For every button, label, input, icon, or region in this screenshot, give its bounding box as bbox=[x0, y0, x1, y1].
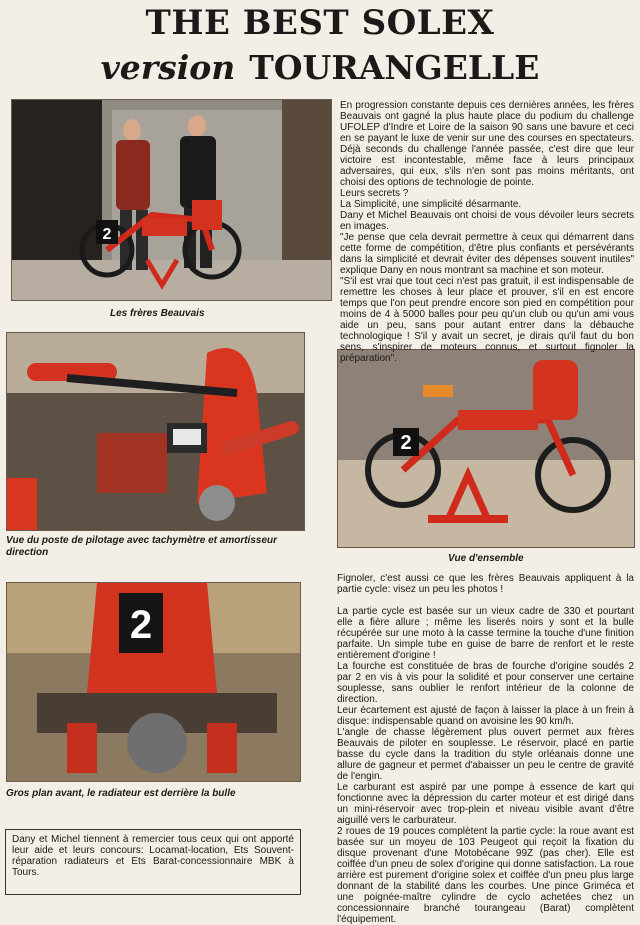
article-paragraph: Dany et Michel Beauvais ont choisi de vous dévoiler leurs secrets en images. bbox=[340, 210, 634, 232]
photo-overview bbox=[337, 349, 635, 548]
article-paragraph: Leur écartement est ajusté de façon à laisser la place à un frein à disque: indispensable quand on avoisine les 90 km/h. bbox=[337, 705, 634, 727]
article-paragraph: L'angle de chasse légèrement plus ouvert permet aux frères Beauvais de piloter en souplesse. Le réservoir, placé en partie basse du cycle dans la tradition du style orléanais donne une allure de gagneur et permet d'abaisser un peu le centre de gravité de l'engin. bbox=[337, 727, 634, 782]
caption-overview: Vue d'ensemble bbox=[448, 553, 524, 564]
headline-bold: TOURANGELLE bbox=[249, 48, 540, 87]
article-paragraph: "Je pense que cela devrait permettre à ceux qui démarrent dans cette forme de compétition, d'être plus confiants et persévérants dans la simplicité et devrait éviter des dépenses souvent inutiles" explique Dany en nous montrant sa machine et son moteur. bbox=[340, 232, 634, 276]
article-paragraph: La Simplicité, une simplicité désarmante. bbox=[340, 199, 522, 210]
photo-front-closeup bbox=[6, 582, 301, 782]
caption-brothers: Les frères Beauvais bbox=[110, 308, 205, 319]
article-intro bbox=[340, 100, 634, 364]
article-paragraph: En progression constante depuis ces dernières années, les frères Beauvais ont gagné la plus haute place du podium du challenge UFOLEP d'Indre et Loire de la saison 90 sans une bavure et ceci en se payant le luxe de venir sur une des courses en spectateurs. Déjà seconds du challenge l'année passée, c'est dire que leur victoire est incontestable, même face à leurs principaux adversaires, qui eux, s'ils n'en sont pas moins méritants, ont choisi des options de technologie de pointe. bbox=[340, 100, 634, 188]
plate-number-4: 2 bbox=[129, 603, 153, 647]
article-details bbox=[337, 573, 634, 925]
article-paragraph: Le carburant est aspiré par une pompe à essence de kart qui fonctionne avec la dépression du carter moteur et est dirigé dans un mini-réservoir avec trop-plein et niveau visible avant d'être aiguillé vers le carburateur. bbox=[337, 782, 634, 826]
caption-cockpit: Vue du poste de pilotage avec tachymètre et amortisseur direction bbox=[6, 535, 278, 558]
photo-cockpit bbox=[6, 332, 305, 531]
headline-line2 bbox=[0, 48, 640, 88]
photo-brothers bbox=[11, 99, 332, 301]
thanks-box: Dany et Michel tiennent à remercier tous ceux qui ont apporté leur aide et leurs concours: Locamat-location, Ets Souvent-réparation radiateurs et Ets Barat-concessionnaire MBK à Tours. bbox=[5, 829, 301, 895]
caption-front-closeup: Gros plan avant, le radiateur est derrière la bulle bbox=[6, 788, 236, 799]
article-paragraph: "S'il est vrai que tout ceci n'est pas gratuit, il est indispensable de remettre les choses à leur place et prouver, s'il en est encore temps que l'on peut prendre encore son pied en compétition pour moins de 4 à 5000 balles pour peu qu'un club ou qu'un ami vous aide un peu, sans pour autant entrer dans la débauche technologique ! S'il y avait un secret, je dirais qu'il faut du bon sens, s'inspirer de moteurs connus, et surtout fignoler la préparation". bbox=[340, 276, 634, 364]
article-paragraph: Leurs secrets ? bbox=[340, 188, 409, 199]
article-paragraph: Fignoler, c'est aussi ce que les frères Beauvais appliquent à la partie cycle: visez un peu les photos ! bbox=[337, 573, 634, 595]
headline-line1: THE BEST SOLEX bbox=[145, 3, 495, 43]
article-paragraph: 2 roues de 19 pouces complètent la partie cycle: la roue avant est basée sur un moyeu de 103 Peugeot qui reçoit la fixation du disque provenant d'une Motobécane 99Z (pas cher). Elle est coiffée d'un pneu de solex d'origine qui donne satisfaction. La roue arrière est purement d'origine solex et coiffée d'un pneu plus large donnant de la stabilité dans les courbes. Une pince Griméca et une poignée-maître cylindre de cyclo achetées chez un concessionnaire branché tourangeau (Barat) complètent l'équipement. bbox=[337, 826, 634, 925]
plate-number-3: 2 bbox=[400, 432, 412, 454]
article-paragraph: La partie cycle est basée sur un vieux cadre de 330 et pourtant elle a fière allure ; même les liserés noirs y sont et la bulle récupérée sur une moto à la casse termine la touche d'une finition parfaite. Un simple tube en guise de barre de renfort et le reste entièrement d'origine ! bbox=[337, 606, 634, 661]
plate-number-1: 2 bbox=[102, 226, 112, 243]
headline-italic: version bbox=[100, 48, 236, 87]
article-paragraph: La fourche est constituée de bras de fourche d'origine soudés 2 par 2 en vis à vis pour la solidité et pour conserver une certaine souplesse, sans oublier le renfort intérieur de la colonne de direction. bbox=[337, 661, 634, 705]
